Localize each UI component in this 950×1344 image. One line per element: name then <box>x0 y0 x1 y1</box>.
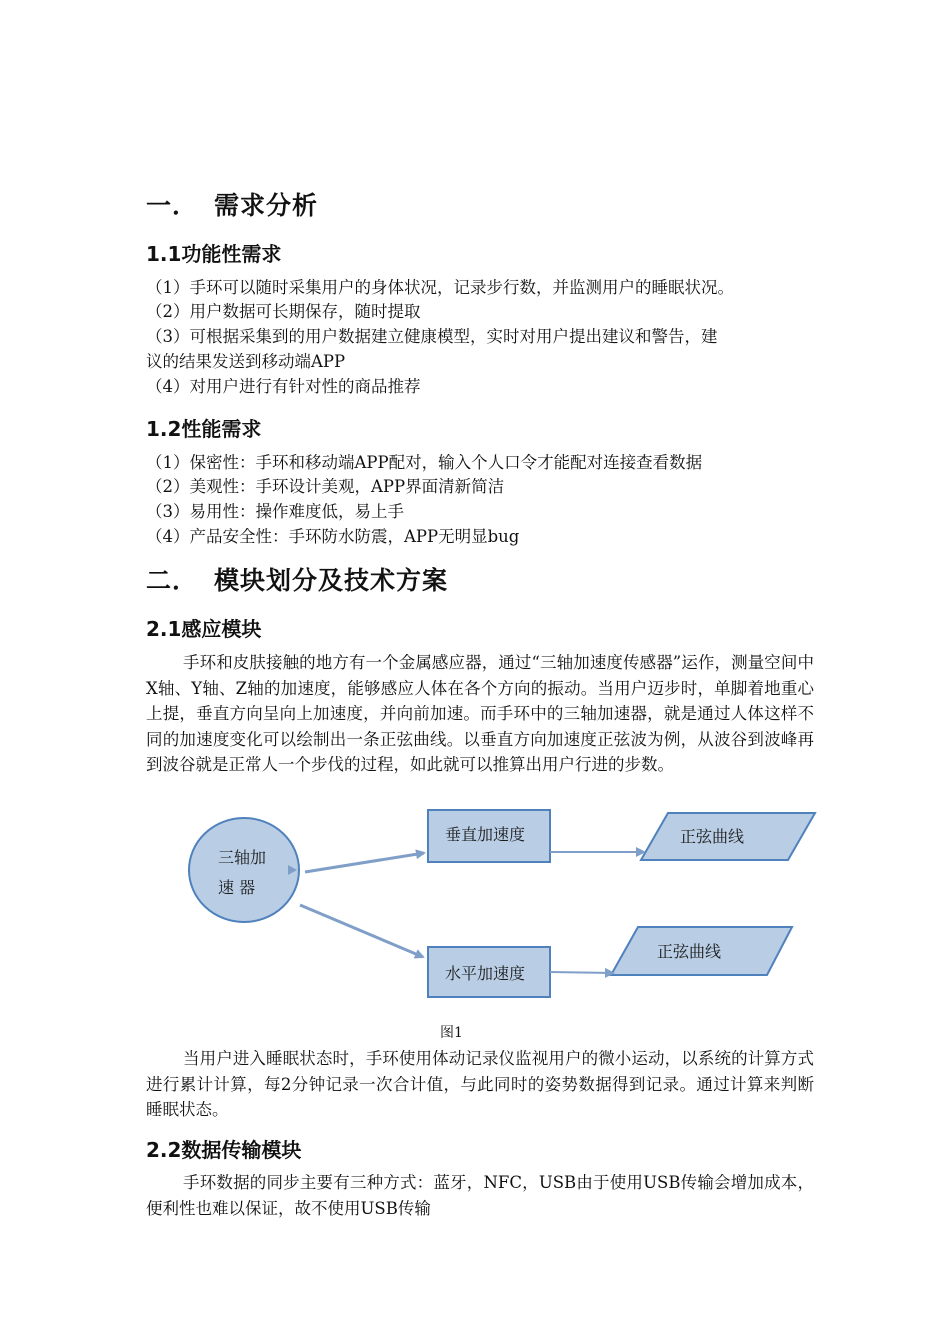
sensor-paragraph-1: 手环和皮肤接触的地方有一个金属感应器，通过“三轴加速度传感器”运作，测量空间中X轴、Y轴、Z轴的加速度，能够感应人体在各个方向的振动。当用户迈步时，单脚着地重心上提，垂直方向呈向上加速度，并向前加速。而手环中的三轴加速器，就是通过人体这样不同的加速度变化可以绘制出一条正弦曲线。以垂直方向加速度正弦波为例，从波谷到波峰再到波谷就是正常人一个步伐的过程，如此就可以推算出用户行进的步数。 <box>146 653 814 774</box>
section-2-heading <box>146 561 448 597</box>
performance-item: （4）产品安全性：手环防水防震，APP无明显bug <box>146 527 520 546</box>
section-1-1-heading: 1.1功能性需求 <box>146 242 282 266</box>
sine-curve-bottom-label: 正弦曲线 <box>657 942 722 961</box>
accelerometer-label-line1: 三轴加 <box>218 848 267 867</box>
arrow-to-vertical <box>305 853 424 872</box>
figure-caption: 图1 <box>440 1025 463 1041</box>
section-2-title: 模块划分及技术方案 <box>214 566 449 595</box>
sine-curve-top-label: 正弦曲线 <box>680 827 745 846</box>
section-1-heading <box>146 186 318 222</box>
accelerometer-label-line2: 速 器 <box>218 878 256 897</box>
requirement-item: （1）手环可以随时采集用户的身体状况，记录步行数，并监测用户的睡眠状况。 <box>146 278 734 297</box>
performance-item: （3）易用性：操作难度低，易上手 <box>146 502 404 521</box>
requirement-item: （2）用户数据可长期保存，随时提取 <box>146 302 421 321</box>
requirement-item: （4）对用户进行有针对性的商品推荐 <box>146 377 421 396</box>
figure-1-diagram <box>180 805 830 1005</box>
vertical-acceleration-label: 垂直加速度 <box>445 825 526 844</box>
section-2-1-heading: 2.1感应模块 <box>146 617 262 641</box>
horizontal-acceleration-label: 水平加速度 <box>445 964 526 983</box>
performance-item: （2）美观性：手环设计美观，APP界面清新简洁 <box>146 477 505 496</box>
requirement-item: 议的结果发送到移动端APP <box>146 352 346 371</box>
performance-item: （1）保密性：手环和移动端APP配对，输入个人口令才能配对连接查看数据 <box>146 453 703 472</box>
transmission-paragraph: 手环数据的同步主要有三种方式：蓝牙，NFC，USB由于使用USB传输会增加成本，便利性也难以保证，故不使用USB传输 <box>146 1173 814 1218</box>
section-1-number: 一． <box>146 191 199 220</box>
section-2-number: 二． <box>146 566 199 595</box>
accelerometer-node <box>189 818 299 922</box>
section-1-2-heading: 1.2性能需求 <box>146 417 262 441</box>
arrow-to-horizontal <box>300 905 423 957</box>
requirement-item: （3）可根据采集到的用户数据建立健康模型，实时对用户提出建议和警告，建 <box>146 327 718 346</box>
section-2-2-heading: 2.2数据传输模块 <box>146 1138 302 1162</box>
section-1-title: 需求分析 <box>214 191 319 220</box>
sensor-paragraph-2: 当用户进入睡眠状态时，手环使用体动记录仪监视用户的微小运动，以系统的计算方式进行累计计算，每2分钟记录一次合计值，与此同时的姿势数据得到记录。通过计算来判断睡眠状态。 <box>146 1049 814 1119</box>
arrow-to-sine-bottom <box>550 972 613 973</box>
